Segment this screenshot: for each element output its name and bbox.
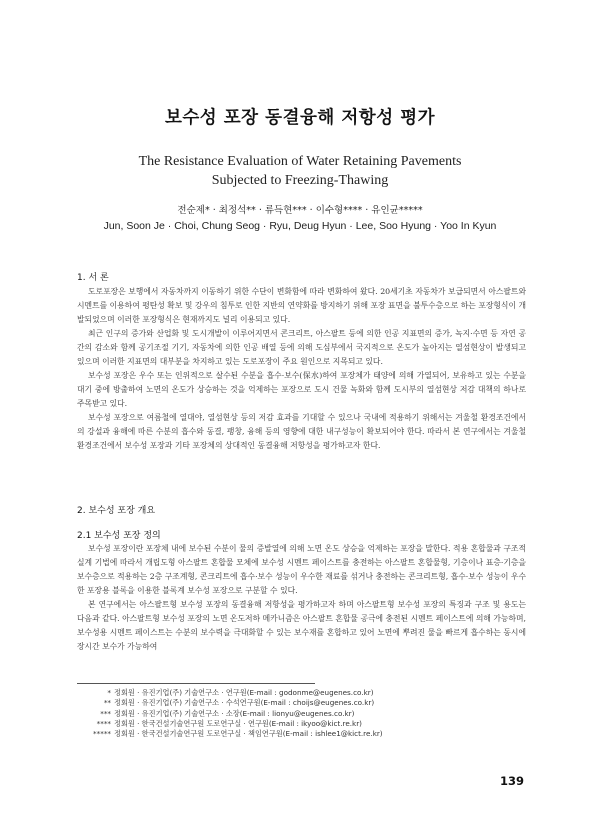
footnote (77, 719, 526, 729)
footnote (77, 698, 526, 708)
paragraph: 보수성 포장으로 여름철에 열대야, 열섬현상 등의 저감 효과를 기대할 수 있으나 국내에 적용하기 위해서는 겨울철 환경조건에서의 강설과 융해에 따른 수분의 흡수와 동결, 팽창, 융해 등의 영향에 대한 내구성능이 확보되어야 한다. 따라서 본 연구에서는 겨울철 환경조건에서 보수성 포장과 기타 포장체의 상대적인 동결융해 저항성을 평가하고자 한다. (77, 413, 526, 450)
paragraph: 보수성 포장은 우수 또는 인위적으로 살수된 수분을 흡수·보수(保水)하여 포장체가 태양에 의해 가열되어, 보유하고 있는 수분을 대기 중에 방출하여 노면의 온도가 상승하는 것을 억제하는 포장으로 도시 건물 녹화와 함께 도시부의 열섬현상 저감 대책의 하나로 주목받고 있다. (77, 371, 526, 408)
footnote-marker: ** (103, 698, 111, 708)
footnote-text: 정회원 · 한국건설기술연구원 도로연구실 · 책임연구원(E-mail : ishlee1@kict.re.kr) (114, 729, 383, 739)
footnote (77, 729, 526, 739)
footnote-marker: * (107, 688, 111, 697)
footnote-marker: ***** (93, 729, 111, 739)
subsection-heading-definition: 2.1 보수성 포장 정의 (77, 531, 161, 541)
section-heading-overview: 2. 보수성 포장 개요 (77, 506, 156, 516)
definition-body (77, 542, 526, 654)
authors-korean: 전순제* · 최정석** · 류득현*** · 이수형**** · 유인균***** (177, 205, 423, 216)
footnote-text: 정회원 · 유진기업(주) 기술연구소 · 연구원(E-mail : godonme@eugenes.co.kr) (114, 688, 374, 697)
title-korean: 보수성 포장 동결융해 저항성 평가 (164, 108, 436, 128)
title-english-line-2: Subjected to Freezing-Thawing (211, 173, 389, 188)
author-footnotes (77, 688, 526, 739)
section-heading-introduction: 1. 서 론 (77, 273, 109, 283)
footnote-marker: *** (100, 708, 111, 718)
paragraph: 최근 인구의 증가와 산업화 및 도시개발이 이루어지면서 콘크리트, 아스팔트 등에 의한 인공 지표면의 증가, 녹지·수면 등 자연 공간의 감소와 함께 공기조절 기기, 자동차에 의한 인공 배열 등에 의해 도심부에서 국지적으로 온도가 높아지는 열섬현상이 발생되고 있으며 이러한 지표면의 대부분을 차지하고 있는 도로포장이 주요 원인으로 지목되고 있다. (77, 329, 526, 366)
footnote (77, 709, 526, 719)
footnote-text: 정회원 · 유진기업(주) 기술연구소 · 소장(E-mail : lionyu@eugenes.co.kr) (114, 708, 355, 718)
paragraph: 보수성 포장이란 포장체 내에 보수된 수분이 물의 증발열에 의해 노면 온도 상승을 억제하는 포장을 말한다. 적용 혼합물과 구조적 실계 기법에 따라서 개립도형 아스팔트 혼합물 모체에 보수성 시멘트 페이스트를 충전하는 아스팔트 혼합물형, 기층이나 표층·기층을 보수층으로 적용하는 2층 구조계형, 콘크리트에 흡수·보수 성능이 우수한 재료를 섞거나 충전하는 콘크리트형, 흡수·보수 성능이 우수한 포장용 블록을 이용한 블록계 보수성 포장으로 구분할 수 있다. (77, 544, 526, 595)
title-english-line-1: The Resistance Evaluation of Water Retaining Pavements (138, 154, 462, 169)
paragraph: 본 연구에서는 아스팔트형 보수성 포장의 동결융해 저항성을 평가하고자 하며 아스팔트형 보수성 포장의 특징과 구조 및 용도는 다음과 같다. 아스팔트형 보수성 포장의 노면 온도저하 메카니즘은 아스팔트 혼합물 공극에 충전된 시멘트 페이스트에 의해 가능하며, 보수성용 시멘트 페이스트는 수분의 보수력을 극대화할 수 있는 보수재를 혼합하고 있어 노면에 뿌려진 물을 빠르게 흡수하는 동시에 장시간 보수가 가능하여 (77, 600, 526, 651)
authors-english: Jun, Soon Je · Choi, Chung Seog · Ryu, Deug Hyun · Lee, Soo Hyung · Yoo In Kyun (103, 220, 497, 232)
footnote-text: 정회원 · 한국건설기술연구원 도로연구실 · 연구원(E-mail : ikyoo@kict.re.kr) (114, 718, 362, 728)
page-number: 139 (499, 774, 524, 788)
footnote-marker: **** (96, 718, 111, 728)
footnote-divider (77, 683, 315, 684)
footnote (77, 688, 526, 698)
introduction-body (77, 285, 526, 453)
title-english (0, 152, 600, 190)
paragraph: 도로포장은 보행에서 자동차까지 이동하기 위한 수단이 변화함에 따라 변화하여 왔다. 20세기초 자동차가 보급되면서 아스팔트와 시멘트를 이용하여 평탄성 확보 및 강우의 침투로 인한 지반의 연약화를 방지하기 위해 포장 표면을 불투수층으로 하는 포장형식이 개발되었으며 이러한 포장형식은 현재까지도 널리 이용되고 있다. (77, 287, 526, 324)
footnote-text: 정회원 · 유진기업(주) 기술연구소 · 수석연구원(E-mail : choijs@eugenes.co.kr) (114, 698, 375, 708)
